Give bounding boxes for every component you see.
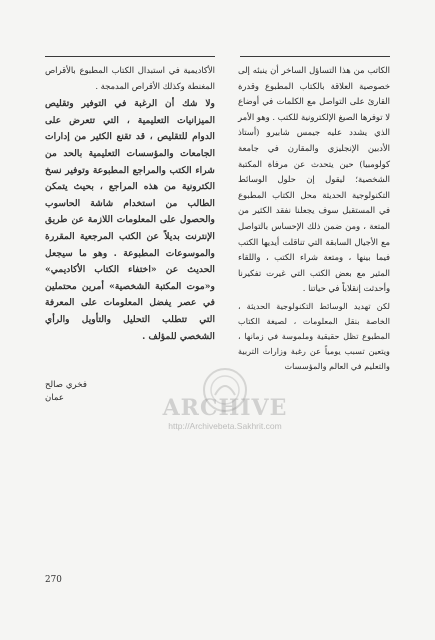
left-paragraph-2: ولا شك أن الرغبة في التوفير وتقليص الميزانيات التعليمية ، التي تتعرض على الدوام للتقليص ، قد تقنع الكثير من إدارات الجامعات والمؤسسات التعليمية بالحد من شراء الكتب والمراجع المطبوعة وتوفير نسخ الكترونية من هذه المراجع ، بحيث يتمكن الطالب من استخدام شاشة الحاسوب والحصول على المعلومات اللازمة عن طريق الإنترنت بديلاً عن الكتب المرجعية المقررة والموسوعات المطبوعة . وهو ما سيجعل الحديث عن «اختفاء الكتاب الأكاديمي» و«موت المكتبة الشخصية» أمرين محتملين في عصر يفضل المعلومات على المعرفة التي تتطلب التحليل والتأويل والرأي الشخصي للمؤلف . — [45, 98, 215, 342]
author-signature — [45, 379, 215, 405]
page-number: 270 — [45, 575, 62, 585]
right-text-column — [238, 63, 390, 376]
left-column-top-rule — [45, 56, 215, 57]
right-paragraph-2: لكن تهديد الوسائط التكنولوجية الحديثة ، الخاصة بنقل المعلومات ، لصيغة الكتاب المطبوع تظل حقيقية وملموسة في زمانها ، ويتعين تسبب يومياً عن رغبة وزارات التربية والتعليم في العالم والمؤسسات — [238, 300, 390, 371]
left-paragraph-1: الأكاديمية في استبدال الكتاب المطبوع بالأقراص المغنطة وكذلك الأقراص المدمجة . — [45, 65, 215, 91]
left-text-column — [45, 63, 215, 347]
author-city: عمان — [45, 393, 65, 403]
right-column-top-rule — [240, 56, 390, 57]
watermark-word: ARCHIVE — [162, 395, 288, 421]
watermark-url: http://Archivebeta.Sakhrit.com — [168, 421, 282, 431]
author-name: فخري صالح — [45, 380, 87, 390]
right-paragraph-1: الكاتب من هذا التساؤل الساخر أن ينبئه إلى خصوصية العلاقة بالكتاب المطبوع وقدرة القارئ على التواصل مع الكلمات في أوضاع لا توفرها الصيغ الإلكترونية للكتب . وهو الأمر الذي يشدد عليه جيمس شابيرو (أستاذ الأدبين الإنجليزي والمقارن في جامعة كولومبيا) حين يتحدث عن مرفاة المكتبة الشخصية؛ ليقول إن حلول الوسائط التكنولوجية الحديثة محل الكتاب المطبوع في المستقبل سوف يجعلنا نفقد الكثير من المتعة ، ومن ضمن ذلك الإحساس بالتواصل مع الأجيال السابقة التي تناقلت أيديها الكتب فيما بينها ، ومتعة شراء الكتب ، واللقاء المثير مع بعض الكتب التي غيرت تفكيرنا وأحدثت إنقلاباً في حياتنا . — [238, 65, 390, 294]
